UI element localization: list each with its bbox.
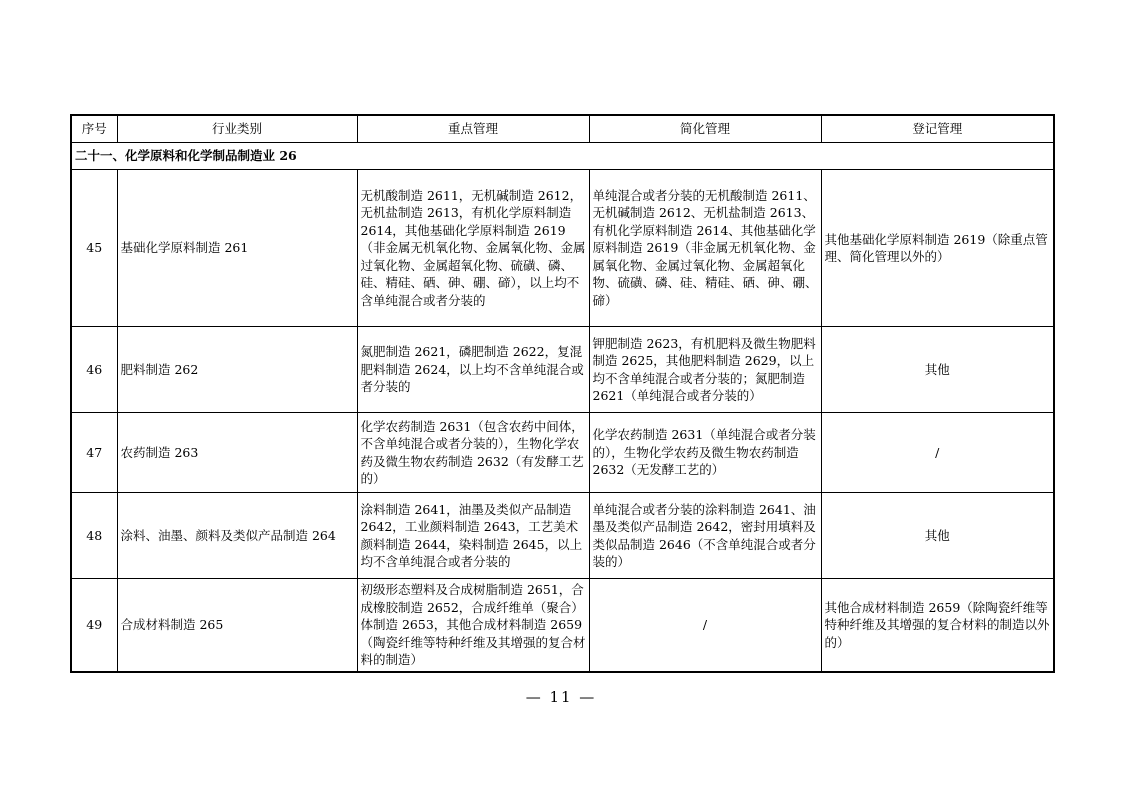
table-row <box>71 579 1054 672</box>
section-row <box>71 143 1054 170</box>
header-serial-number: 序号 <box>71 115 117 143</box>
row-key-management: 氮肥制造 2621，磷肥制造 2622，复混肥料制造 2624，以上均不含单纯混合或者分装的 <box>357 327 589 413</box>
row-registration-management: 其他 <box>821 327 1054 413</box>
row-registration-management: 其他 <box>821 493 1054 579</box>
row-category: 合成材料制造 265 <box>117 579 357 672</box>
row-simplified-management: 单纯混合或者分装的涂料制造 2641、油墨及类似产品制造 2642，密封用填料及类似品制造 2646（不含单纯混合或者分装的） <box>589 493 821 579</box>
header-registration-management: 登记管理 <box>821 115 1054 143</box>
header-industry-category: 行业类别 <box>117 115 357 143</box>
row-registration-management: 其他基础化学原料制造 2619（除重点管理、简化管理以外的） <box>821 170 1054 327</box>
row-number: 48 <box>71 493 117 579</box>
row-key-management: 初级形态塑料及合成树脂制造 2651，合成橡胶制造 2652，合成纤维单（聚合）体制造 2653，其他合成材料制造 2659（陶瓷纤维等特种纤维及其增强的复合材料的制造） <box>357 579 589 672</box>
row-category: 肥料制造 262 <box>117 327 357 413</box>
section-title: 二十一、化学原料和化学制品制造业 26 <box>71 143 1054 170</box>
row-number: 45 <box>71 170 117 327</box>
table-row <box>71 493 1054 579</box>
row-category: 涂料、油墨、颜料及类似产品制造 264 <box>117 493 357 579</box>
row-registration-management: 其他合成材料制造 2659（除陶瓷纤维等特种纤维及其增强的复合材料的制造以外的） <box>821 579 1054 672</box>
table-row <box>71 413 1054 493</box>
table-header-row <box>71 115 1054 143</box>
header-simplified-management: 简化管理 <box>589 115 821 143</box>
table-row <box>71 327 1054 413</box>
row-simplified-management: 钾肥制造 2623，有机肥料及微生物肥料制造 2625，其他肥料制造 2629，以上均不含单纯混合或者分装的；氮肥制造 2621（单纯混合或者分装的） <box>589 327 821 413</box>
row-simplified-management: 单纯混合或者分装的无机酸制造 2611、无机碱制造 2612、无机盐制造 2613、有机化学原料制造 2614、其他基础化学原料制造 2619（非金属无机氧化物、金属氧化物、金属过氧化物、金属超氧化物、硫磺、磷、硅、精硅、硒、砷、硼、碲） <box>589 170 821 327</box>
row-simplified-management: / <box>589 579 821 672</box>
header-key-management: 重点管理 <box>357 115 589 143</box>
page-number: — 11 — <box>525 688 597 706</box>
row-number: 47 <box>71 413 117 493</box>
row-number: 49 <box>71 579 117 672</box>
row-key-management: 化学农药制造 2631（包含农药中间体，不含单纯混合或者分装的），生物化学农药及微生物农药制造 2632（有发酵工艺的） <box>357 413 589 493</box>
row-category: 农药制造 263 <box>117 413 357 493</box>
row-category: 基础化学原料制造 261 <box>117 170 357 327</box>
row-number: 46 <box>71 327 117 413</box>
row-key-management: 无机酸制造 2611，无机碱制造 2612，无机盐制造 2613，有机化学原料制造 2614，其他基础化学原料制造 2619（非金属无机氧化物、金属氧化物、金属过氧化物、金属超氧化物、硫磺、磷、硅、精硅、硒、砷、硼、碲），以上均不含单纯混合或者分装的 <box>357 170 589 327</box>
table-row <box>71 170 1054 327</box>
row-simplified-management: 化学农药制造 2631（单纯混合或者分装的），生物化学农药及微生物农药制造 2632（无发酵工艺的） <box>589 413 821 493</box>
row-key-management: 涂料制造 2641，油墨及类似产品制造 2642，工业颜料制造 2643，工艺美术颜料制造 2644，染料制造 2645，以上均不含单纯混合或者分装的 <box>357 493 589 579</box>
industry-management-table <box>70 114 1055 673</box>
row-registration-management: / <box>821 413 1054 493</box>
